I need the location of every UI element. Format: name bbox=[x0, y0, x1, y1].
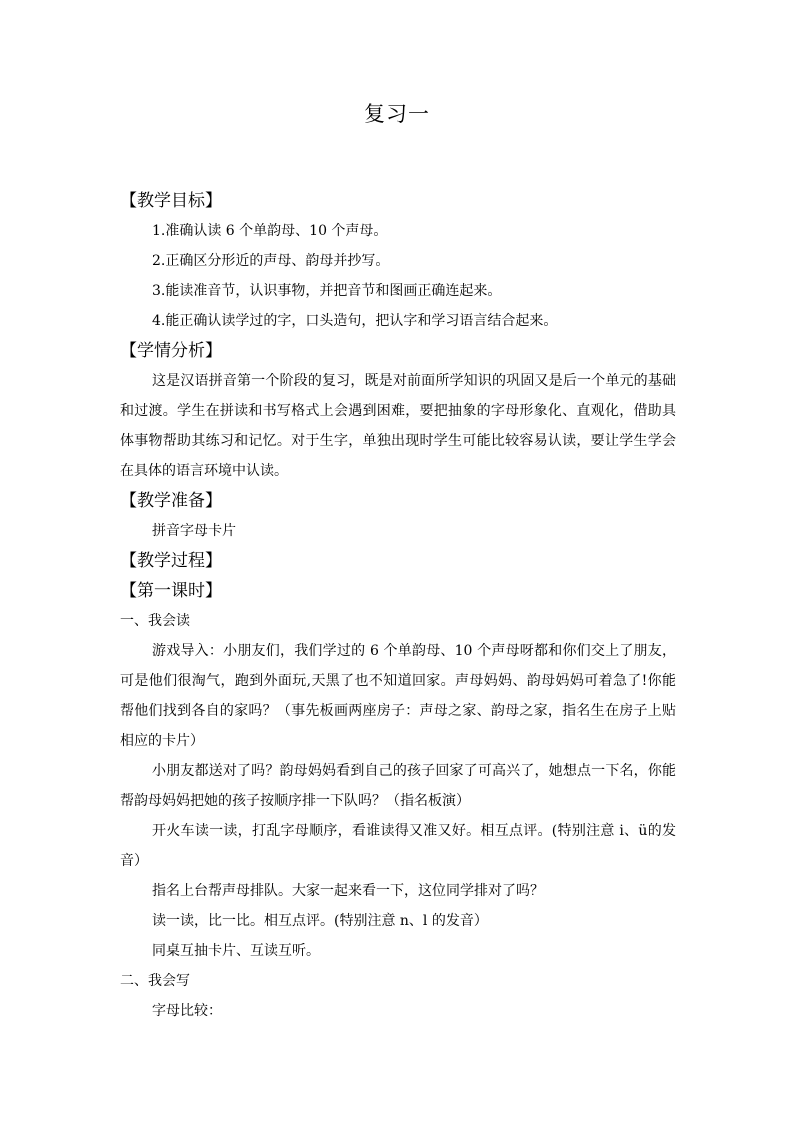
part1-paragraph: 读一读，比一比。相互点评。(特别注意 n、l 的发音） bbox=[152, 913, 488, 929]
part1-paragraph: 小朋友都送对了吗？韵母妈妈看到自己的孩子回家了可高兴了，她想点一下名，你能帮韵母妈妈把她的孩子按顺序排一下队吗？（指名板演） bbox=[120, 763, 676, 809]
document-title: 复习一 bbox=[364, 102, 430, 126]
goals-heading: 【教学目标】 bbox=[120, 191, 222, 211]
lesson1-heading: 【第一课时】 bbox=[120, 581, 222, 601]
part2-paragraph: 字母比较： bbox=[152, 1003, 222, 1019]
analysis-heading: 【学情分析】 bbox=[120, 341, 222, 361]
part1-paragraph: 指名上台帮声母排队。大家一起来看一下，这位同学排对了吗？ bbox=[152, 883, 544, 899]
goal-item: 4.能正确认读学过的字，口头造句，把认字和学习语言结合起来。 bbox=[152, 313, 558, 329]
part1-heading: 一、我会读 bbox=[120, 613, 190, 629]
goal-item: 1.准确认读 6 个单韵母、10 个声母。 bbox=[152, 223, 388, 239]
goal-item: 3.能读准音节，认识事物，并把音节和图画正确连起来。 bbox=[152, 283, 502, 299]
part2-heading: 二、我会写 bbox=[120, 973, 190, 989]
document-body bbox=[120, 186, 676, 1026]
preparation-heading: 【教学准备】 bbox=[120, 491, 222, 511]
part1-paragraph: 开火车读一读，打乱字母顺序，看谁读得又准又好。相互点评。(特别注意 i、ü的发音） bbox=[120, 823, 676, 869]
analysis-paragraph: 这是汉语拼音第一个阶段的复习，既是对前面所学知识的巩固又是后一个单元的基础和过渡。学生在拼读和书写格式上会遇到困难，要把抽象的字母形象化、直观化，借助具体事物帮助其练习和记忆。对于生字，单独出现时学生可能比较容易认读，要让学生学会在具体的语言环境中认读。 bbox=[120, 373, 676, 479]
goal-item: 2.正确区分形近的声母、韵母并抄写。 bbox=[152, 253, 390, 269]
preparation-text: 拼音字母卡片 bbox=[152, 523, 236, 539]
part1-paragraph: 同桌互抽卡片、互读互听。 bbox=[152, 943, 320, 959]
process-heading: 【教学过程】 bbox=[120, 551, 222, 571]
part1-paragraph: 游戏导入：小朋友们，我们学过的 6 个单韵母、10 个声母呀都和你们交上了朋友，可是他们很淘气，跑到外面玩,天黑了也不知道回家。声母妈妈、韵母妈妈可着急了!你能帮他们找到各自的家吗？（事先板画两座房子：声母之家、韵母之家，指名生在房子上贴相应的卡片） bbox=[120, 643, 676, 749]
